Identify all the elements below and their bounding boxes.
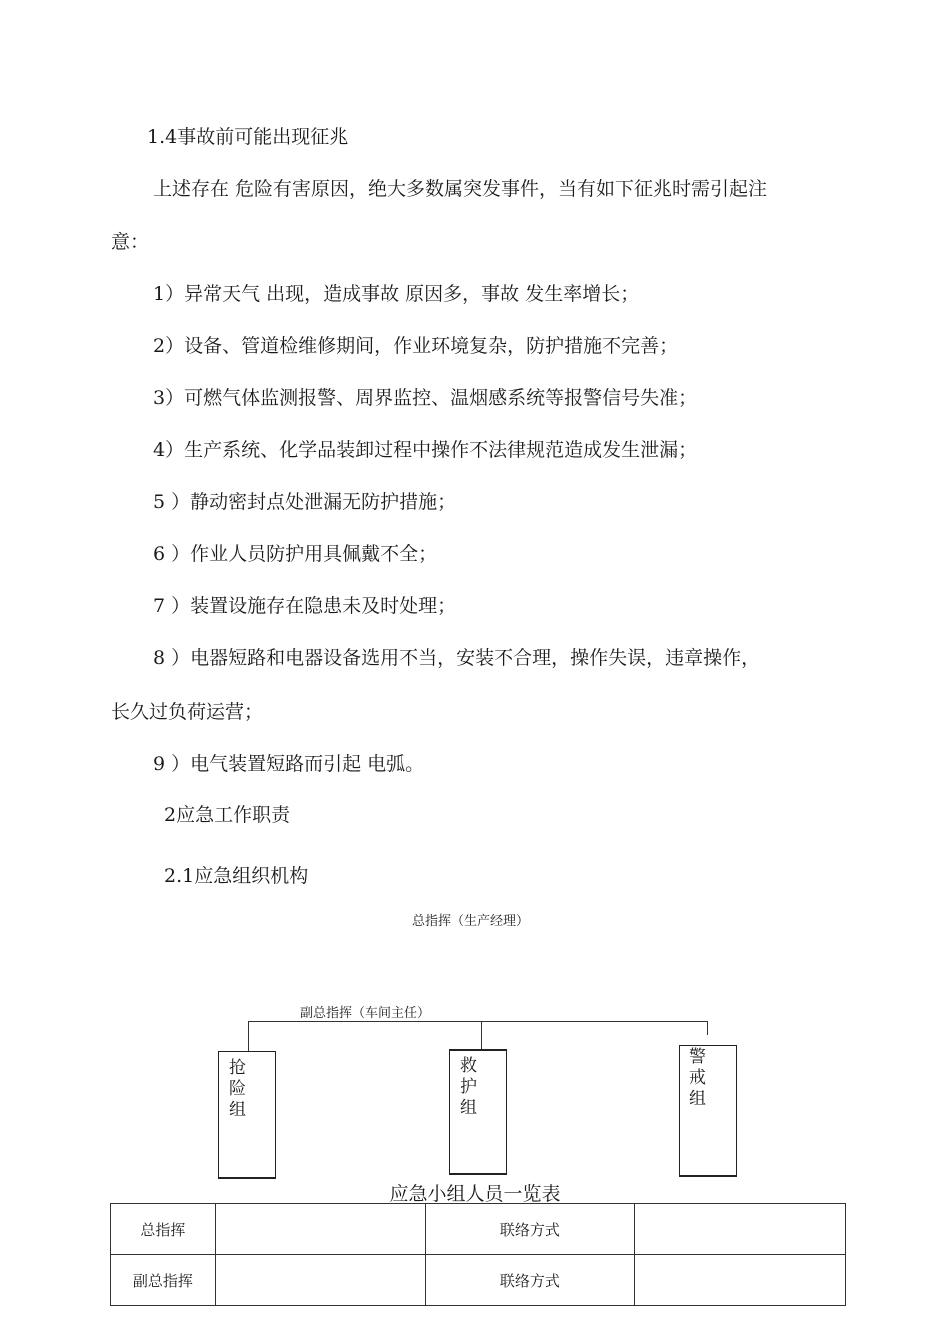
name-cell: [215, 1204, 425, 1255]
table-title: 应急小组人员一览表: [389, 1183, 561, 1205]
list-item-continuation: 长久过负荷运营；: [111, 701, 264, 723]
list-item: 5 ）静动密封点处泄漏无防护措施；: [153, 491, 457, 513]
connector-left: [248, 1021, 249, 1051]
contact-cell: [635, 1255, 846, 1306]
table-row: [111, 1255, 846, 1306]
intro-paragraph-line2: 意：: [111, 231, 150, 253]
connector-horizontal: [248, 1021, 708, 1022]
list-item: 2）设备、管道检维修期间，作业环境复杂，防护措施不完善；: [153, 335, 679, 357]
group-label-rescue: 抢险组: [229, 1058, 246, 1120]
list-item: 1）异常天气 出现，造成事故 原因多，事故 发生率增长；: [153, 283, 640, 305]
role-cell: 副总指挥: [111, 1255, 216, 1306]
list-item: 9 ）电气装置短路而引起 电弧。: [153, 753, 425, 775]
role-cell: 总指挥: [111, 1204, 216, 1255]
heading-2-1: 2.1应急组织机构: [164, 865, 309, 887]
list-item: 3）可燃气体监测报警、周界监控、温烟感系统等报警信号失准；: [153, 387, 698, 409]
connector-right: [707, 1021, 708, 1035]
list-item: 8 ）电器短路和电器设备选用不当，安装不合理，操作失误，违章操作，: [153, 647, 761, 669]
contact-label-cell: 联络方式: [425, 1255, 635, 1306]
group-box-guard: [679, 1045, 737, 1177]
contact-cell: [635, 1204, 846, 1255]
list-item: 7 ）装置设施存在隐患未及时处理；: [153, 595, 457, 617]
table-row: [111, 1204, 846, 1255]
group-box-medical: [449, 1049, 507, 1175]
group-label-guard: 警戒组: [689, 1047, 706, 1109]
group-label-medical: 救护组: [460, 1056, 477, 1118]
commander-label: 总指挥（生产经理）: [412, 914, 530, 929]
intro-paragraph-line1: 上述存在 危险有害原因，绝大多数属突发事件，当有如下征兆时需引起注: [153, 178, 768, 200]
name-cell: [215, 1255, 425, 1306]
staff-table: [110, 1203, 846, 1306]
list-item: 4）生产系统、化学品装卸过程中操作不法律规范造成发生泄漏；: [153, 439, 698, 461]
connector-center: [481, 1021, 482, 1051]
heading-1-4: 1.4事故前可能出现征兆: [147, 126, 349, 148]
heading-2: 2应急工作职责: [164, 804, 291, 826]
list-item: 6 ）作业人员防护用具佩戴不全；: [153, 543, 438, 565]
group-box-rescue: [218, 1051, 276, 1179]
contact-label-cell: 联络方式: [425, 1204, 635, 1255]
deputy-label: 副总指挥（车间主任）: [300, 1006, 431, 1021]
